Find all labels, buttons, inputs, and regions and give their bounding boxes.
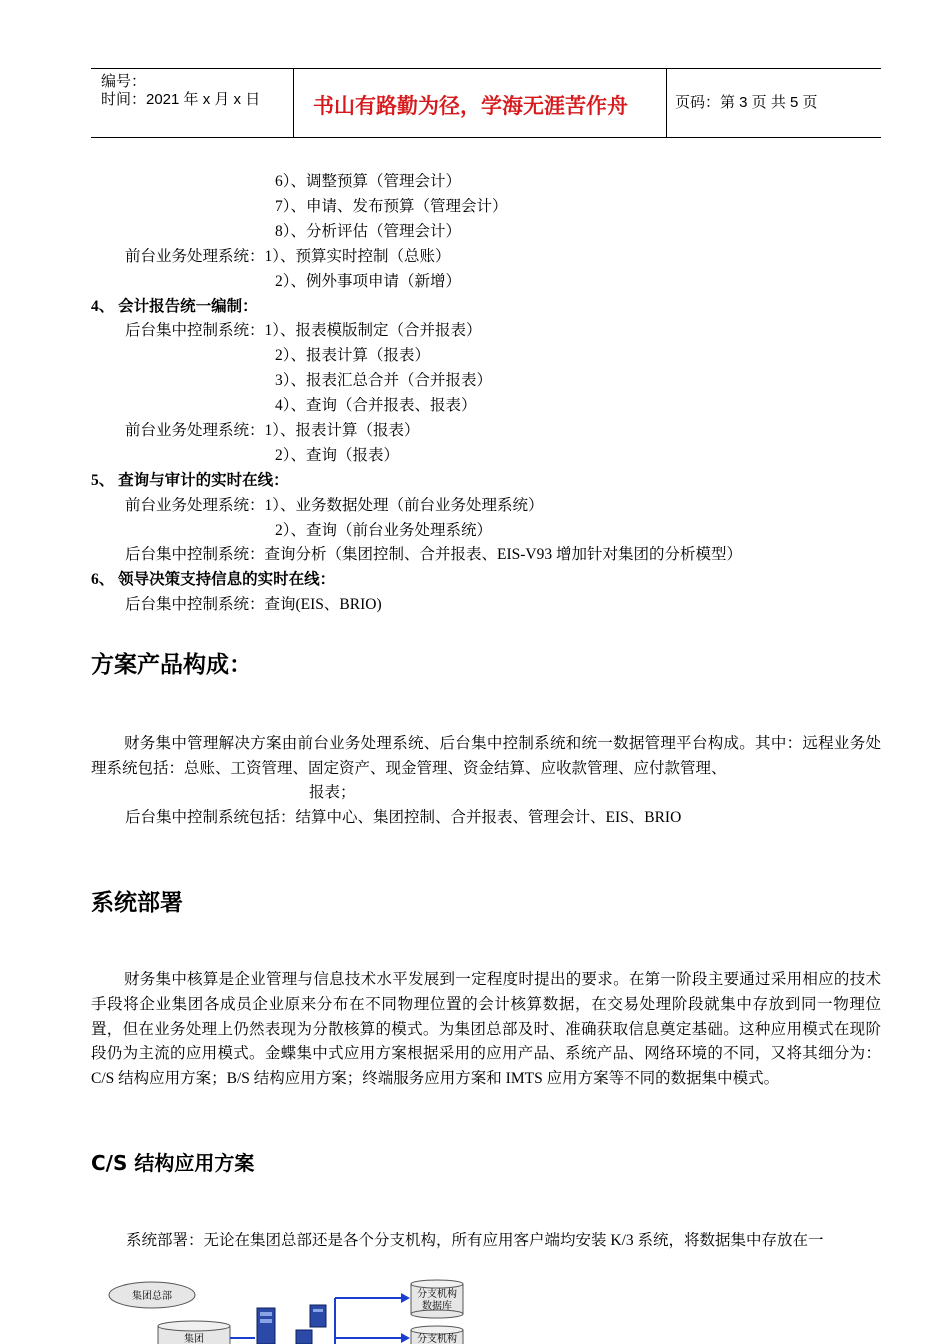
outline-line: 后台集中控制系统：1）、报表模版制定（合并报表） <box>125 322 482 339</box>
outline-line: 3）、报表汇总合并（合并报表） <box>275 372 493 389</box>
outline-line: 前台业务处理系统：1）、预算实时控制（总账） <box>125 248 451 265</box>
hq-node <box>109 1282 195 1308</box>
outline-line: 前台业务处理系统：1）、报表计算（报表） <box>125 422 420 439</box>
outline-line: 2）、例外事项申请（新增） <box>275 273 462 290</box>
outline-line: 6）、调整预算（管理会计） <box>275 173 462 190</box>
section-title-deploy: 系统部署 <box>91 890 183 916</box>
outline-line: 7）、申请、发布预算（管理会计） <box>275 198 508 215</box>
group-label: 集团 <box>184 1334 204 1344</box>
outline-line: 前台业务处理系统：1）、业务数据处理（前台业务处理系统） <box>125 497 544 514</box>
server-icon <box>257 1305 326 1344</box>
document-time-label: 时间：2021 年 x 月 x 日 <box>101 91 261 108</box>
branch-node-2 <box>411 1326 463 1344</box>
section-title-products: 方案产品构成： <box>91 652 252 678</box>
outline-line: 8）、分析评估（管理会计） <box>275 223 462 240</box>
outline-line: 后台集中控制系统：查询(EIS、BRIO) <box>125 596 382 613</box>
hq-label: 集团总部 <box>132 1291 172 1302</box>
outline-line: 4）、查询（合并报表、报表） <box>275 397 477 414</box>
deploy-paragraph: 财务集中核算是企业管理与信息技术水平发展到一定程度时提出的要求。在第一阶段主要通过采用相应的技术手段将企业集团各成员企业原来分布在不同物理位置的会计核算数据，在交易处理阶段就集中存放到同一物理位置，但在业务处理上仍然表现为分散核算的模式。为集团总部及时、准确获取信息奠定基础。这种应用模式在现阶段仍为主流的应用模式。金蝶集中式应用方案根据采用的应用产品、系统产品、网络环境的不同，又将其细分为：C/S 结构应用方案；B/S 结构应用方案；终端服务应用方案和 IMTS 应用方案等不同的数据集中模式。 <box>91 971 881 1088</box>
outline-heading: 6、 领导决策支持信息的实时在线： <box>91 571 336 588</box>
page-number-info: 页码：第 3 页 共 5 页 <box>675 94 818 111</box>
page-header <box>91 68 881 138</box>
products-paragraph-2: 后台集中控制系统包括：结算中心、集团控制、合并报表、管理会计、EIS、BRIO <box>125 809 682 826</box>
section-title-cs: C/S 结构应用方案 <box>91 1151 255 1175</box>
header-page-cell <box>666 69 881 137</box>
deployment-diagram <box>100 1272 480 1344</box>
outline-line: 2）、报表计算（报表） <box>275 347 431 364</box>
outline-line: 2）、查询（前台业务处理系统） <box>275 522 493 539</box>
products-paragraph-tail: 报表； <box>309 784 356 801</box>
outline-line: 后台集中控制系统：查询分析（集团控制、合并报表、EIS-V93 增加针对集团的分析模型） <box>125 546 742 563</box>
document-number-label: 编号： <box>101 73 147 90</box>
group-db-node <box>158 1321 230 1344</box>
header-motto-cell <box>293 69 667 137</box>
branch-label-2: 分支机构 <box>417 1334 457 1344</box>
outline-line: 2）、查询（报表） <box>275 447 400 464</box>
branch-db-node <box>411 1280 463 1318</box>
branch-db-label-2: 数据库 <box>422 1301 452 1312</box>
products-paragraph: 财务集中管理解决方案由前台业务处理系统、后台集中控制系统和统一数据管理平台构成。其中：远程业务处理系统包括：总账、工资管理、固定资产、现金管理、资金结算、应收款管理、应付款管理、 <box>91 735 881 777</box>
branch-db-label-1: 分支机构 <box>417 1289 457 1300</box>
header-meta-cell <box>91 69 294 137</box>
header-motto: 书山有路勤为径，学海无涯苦作舟 <box>313 93 628 118</box>
cs-paragraph: 系统部署：无论在集团总部还是各个分支机构，所有应用客户端均安装 K/3 系统，将数据集中存放在一 <box>126 1232 824 1249</box>
outline-heading: 4、 会计报告统一编制： <box>91 298 258 315</box>
outline-heading: 5、 查询与审计的实时在线： <box>91 472 289 489</box>
